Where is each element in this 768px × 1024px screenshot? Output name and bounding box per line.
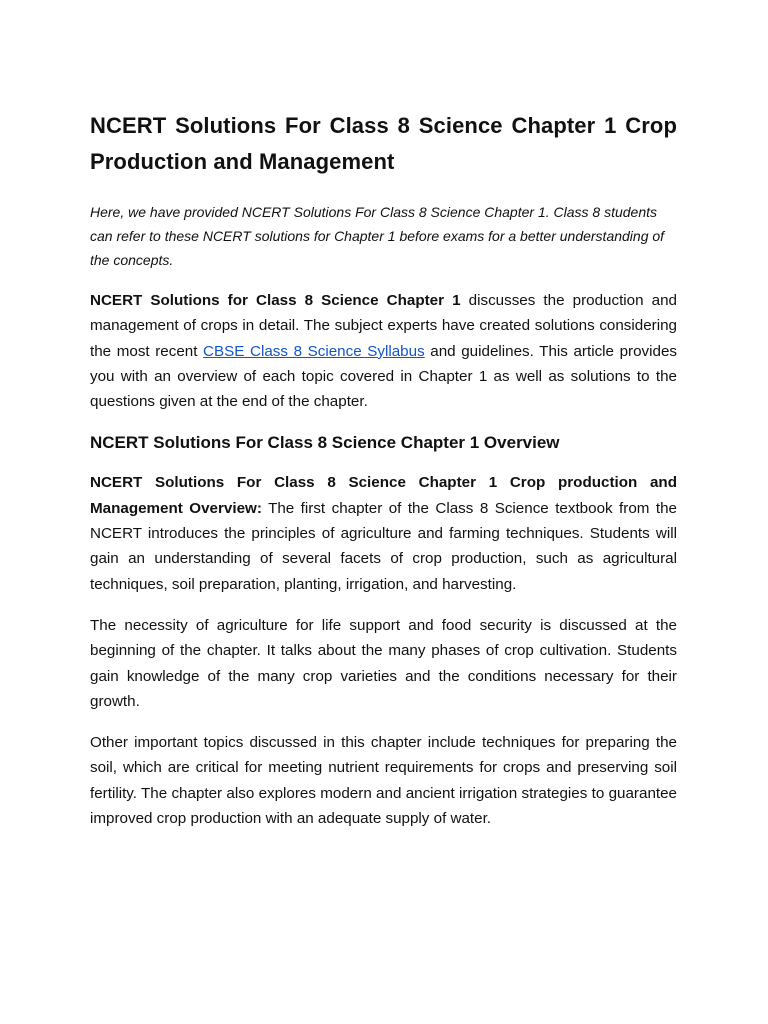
paragraph-chapter-overview	[90, 470, 677, 596]
paragraph-overview-intro	[90, 288, 677, 414]
paragraph-text: The first chapter of the Class 8 Science textbook from the NCERT introduces the principles of agriculture and farming techniques. Students will gain an understanding of several facets of crop production, such as agricultural techniques, soil preparation, planting, irrigation, and harvesting.	[90, 499, 677, 593]
page-title-line-2: Production and Management	[90, 149, 395, 174]
paragraph-bold-lead: NCERT Solutions For Class 8 Science Chapter 1 Crop production and Management Overview:	[90, 474, 677, 517]
paragraph-text: discusses the production and management of crops in detail. The subject experts have created solutions considering the most recent	[90, 292, 677, 360]
paragraph-other-topics: Other important topics discussed in this chapter include techniques for preparing the soil, which are critical for meeting nutrient requirements for crops and preserving soil fertility. The chapter also explores modern and ancient irrigation strategies to guarantee improved crop production with an adequate supply of water.	[90, 734, 677, 828]
page-title-line-1: NCERT Solutions For Class 8 Science Chapter 1 Crop	[90, 113, 677, 138]
paragraph-bold-lead: NCERT Solutions for Class 8 Science Chapter 1	[90, 292, 461, 309]
document-page	[90, 108, 677, 847]
paragraph-agriculture-necessity: The necessity of agriculture for life support and food security is discussed at the beginning of the chapter. It talks about the many phases of crop cultivation. Students gain knowledge of the many crop varieties and the conditions necessary for their growth.	[90, 616, 677, 710]
paragraph-text: and guidelines. This article provides you with an overview of each topic covered in Chapter 1 as well as solutions to the questions given at the end of the chapter.	[90, 342, 677, 411]
page-title	[90, 108, 677, 180]
cbse-syllabus-link[interactable]: CBSE Class 8 Science Syllabus	[203, 342, 425, 360]
section-heading: NCERT Solutions For Class 8 Science Chapter 1 Overview	[90, 433, 560, 453]
intro-paragraph: Here, we have provided NCERT Solutions For Class 8 Science Chapter 1. Class 8 students can refer to these NCERT solutions for Chapter 1 before exams for a better understanding of the concepts.	[90, 204, 665, 268]
